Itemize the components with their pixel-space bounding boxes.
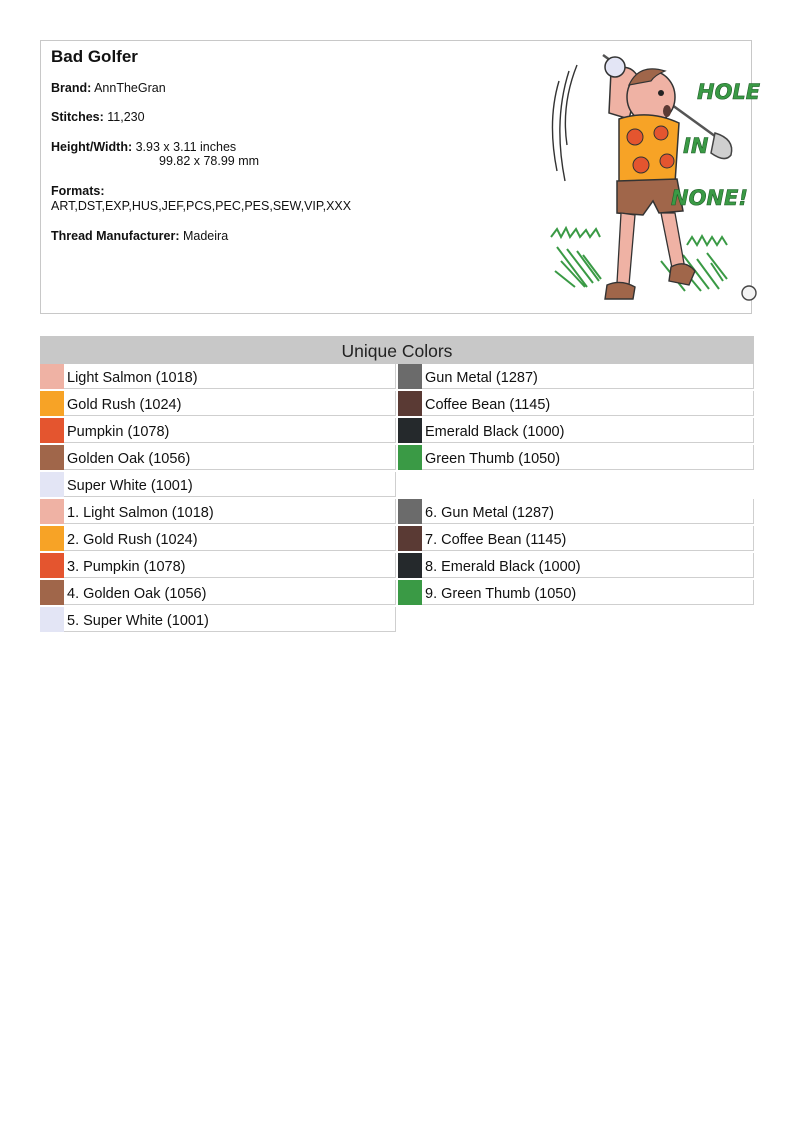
color-swatch <box>398 526 422 551</box>
stitches-label: Stitches: <box>51 110 104 124</box>
color-swatch <box>398 364 422 389</box>
sequence-color-row <box>398 526 754 551</box>
unique-color-row <box>398 445 754 470</box>
stitches-value: 11,230 <box>107 110 145 124</box>
brand-row <box>51 81 166 95</box>
unique-color-row <box>40 418 396 443</box>
color-swatch <box>40 391 64 416</box>
color-swatch <box>40 580 64 605</box>
thread-label: Thread Manufacturer: <box>51 229 180 243</box>
color-label: 5. Super White (1001) <box>67 613 209 629</box>
formats-row <box>51 184 104 198</box>
thread-row <box>51 229 228 243</box>
color-swatch <box>40 553 64 578</box>
unique-color-row <box>40 391 396 416</box>
unique-color-row <box>40 472 396 497</box>
size-row <box>51 140 311 170</box>
brand-label: Brand: <box>51 81 92 95</box>
color-label: Coffee Bean (1145) <box>425 397 551 413</box>
art-text-hole: HOLE <box>697 80 761 104</box>
unique-colors-header: Unique Colors <box>40 336 754 364</box>
formats-label: Formats: <box>51 184 105 198</box>
color-label: 1. Light Salmon (1018) <box>67 505 214 521</box>
color-swatch <box>398 391 422 416</box>
sequence-color-row <box>398 553 754 578</box>
color-label: 4. Golden Oak (1056) <box>67 586 207 602</box>
sequence-color-row <box>40 499 396 524</box>
formats-value: ART,DST,EXP,HUS,JEF,PCS,PEC,PES,SEW,VIP,XXX <box>51 199 352 213</box>
color-label: Super White (1001) <box>67 478 193 494</box>
thread-value: Madeira <box>182 229 229 243</box>
sequence-color-row <box>40 526 396 551</box>
color-label: 3. Pumpkin (1078) <box>67 559 186 575</box>
color-swatch <box>40 607 64 632</box>
unique-colors-section <box>40 336 754 634</box>
color-label: 7. Coffee Bean (1145) <box>425 532 567 548</box>
unique-color-row <box>398 391 754 416</box>
unique-color-row <box>40 364 396 389</box>
color-label: 9. Green Thumb (1050) <box>425 586 577 602</box>
color-swatch <box>398 418 422 443</box>
color-label: Green Thumb (1050) <box>425 451 561 467</box>
brand-value: AnnTheGran <box>94 81 166 95</box>
color-swatch <box>40 472 64 497</box>
size-inches: 3.93 x 3.11 inches <box>135 140 237 154</box>
color-label: Pumpkin (1078) <box>67 424 170 440</box>
color-swatch <box>398 580 422 605</box>
stitches-row <box>51 110 145 124</box>
color-label: Gun Metal (1287) <box>425 370 538 386</box>
color-label: Light Salmon (1018) <box>67 370 198 386</box>
color-swatch <box>40 418 64 443</box>
color-grid <box>40 364 754 634</box>
color-swatch <box>40 499 64 524</box>
sequence-color-row <box>40 553 396 578</box>
art-text-none: NONE! <box>671 186 748 210</box>
color-label: 2. Gold Rush (1024) <box>67 532 198 548</box>
size-mm: 99.82 x 78.99 mm <box>159 154 260 168</box>
color-label: Golden Oak (1056) <box>67 451 191 467</box>
sequence-color-row <box>40 607 396 632</box>
color-swatch <box>40 445 64 470</box>
color-label: 6. Gun Metal (1287) <box>425 505 554 521</box>
color-label: 8. Emerald Black (1000) <box>425 559 581 575</box>
size-label: Height/Width: <box>51 140 133 154</box>
art-text-in: IN <box>683 134 709 158</box>
sequence-color-row <box>398 580 754 605</box>
unique-color-row <box>398 418 754 443</box>
sequence-color-row <box>40 580 396 605</box>
design-info-panel <box>40 40 761 314</box>
sequence-color-row <box>398 499 754 524</box>
color-label: Emerald Black (1000) <box>425 424 565 440</box>
color-swatch <box>40 526 64 551</box>
color-swatch <box>398 553 422 578</box>
color-swatch <box>398 445 422 470</box>
golfer-embroidery-image <box>511 41 761 313</box>
unique-color-row <box>398 364 754 389</box>
color-swatch <box>40 364 64 389</box>
unique-color-row <box>40 445 396 470</box>
design-title: Bad Golfer <box>51 47 138 66</box>
color-swatch <box>398 499 422 524</box>
color-label: Gold Rush (1024) <box>67 397 182 413</box>
